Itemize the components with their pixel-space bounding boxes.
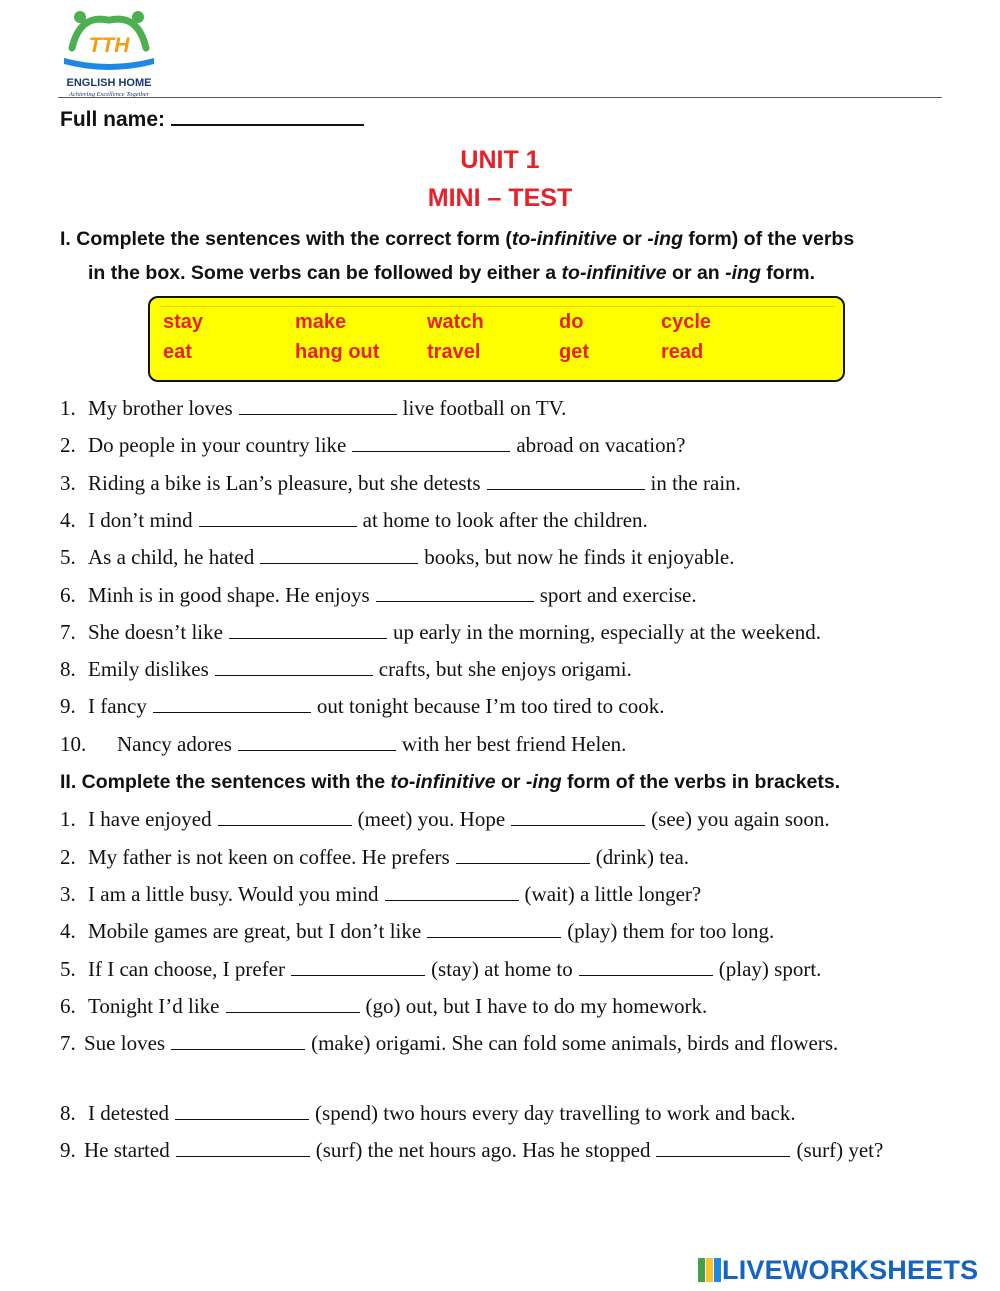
question-item — [60, 468, 741, 498]
question-text: I don’t mind — [88, 507, 193, 532]
answer-blank[interactable] — [511, 808, 645, 826]
question-item — [60, 879, 701, 909]
answer-blank[interactable] — [487, 472, 645, 490]
answer-blank[interactable] — [171, 1032, 305, 1050]
logo-initials: TTH — [88, 34, 130, 57]
question-number: 5. — [60, 545, 76, 570]
full-name-label: Full name: — [60, 108, 166, 131]
word-box-item: get — [559, 341, 589, 363]
word-box-item: eat — [163, 341, 192, 363]
answer-blank[interactable] — [153, 695, 311, 713]
word-box-item: do — [559, 311, 584, 333]
answer-blank[interactable] — [291, 958, 425, 976]
word-box-item: stay — [163, 311, 204, 333]
question-item — [60, 430, 685, 460]
question-number: 7. — [60, 1031, 76, 1055]
instruction-term: -ing — [647, 228, 683, 250]
question-text: Nancy adores — [117, 731, 232, 756]
answer-blank[interactable] — [176, 1139, 310, 1157]
question-text: Mobile games are great, but I don’t like — [88, 919, 422, 943]
question-item — [60, 954, 821, 984]
section2-instruction — [60, 765, 840, 799]
question-item — [60, 654, 632, 684]
instruction-text: form) of the verbs — [683, 228, 855, 250]
answer-blank[interactable] — [199, 509, 357, 527]
question-item — [60, 842, 689, 872]
instruction-text: form. — [760, 262, 816, 284]
question-item — [60, 393, 566, 423]
question-item — [60, 691, 664, 721]
question-text: (surf) the net hours ago. Has he stopped — [315, 1138, 651, 1162]
answer-blank[interactable] — [352, 434, 510, 452]
question-text: up early in the morning, especially at the weekend. — [392, 619, 821, 644]
question-number: 6. — [60, 994, 76, 1018]
question-text: (surf) yet? — [796, 1138, 884, 1162]
question-item — [60, 991, 707, 1021]
question-number: 8. — [60, 657, 76, 682]
question-text: (spend) two hours every day travelling to work and back. — [315, 1101, 796, 1125]
question-text: I fancy — [88, 694, 147, 719]
answer-blank[interactable] — [385, 883, 519, 901]
question-item — [60, 505, 648, 535]
answer-blank[interactable] — [229, 621, 387, 639]
answer-blank[interactable] — [456, 846, 590, 864]
instruction-text: form of the verbs in brackets. — [561, 771, 841, 793]
question-text: (play) them for too long. — [567, 919, 775, 943]
question-text: crafts, but she enjoys origami. — [378, 657, 632, 682]
answer-blank[interactable] — [579, 958, 713, 976]
instruction-text: or — [495, 771, 526, 793]
question-text: books, but now he finds it enjoyable. — [424, 545, 735, 570]
answer-blank[interactable] — [238, 733, 396, 751]
instruction-text: I. Complete the sentences with the correct form ( — [60, 228, 512, 250]
word-box-item: watch — [427, 311, 484, 333]
question-item — [60, 617, 821, 647]
question-text: (play) sport. — [718, 957, 822, 981]
word-box-item: cycle — [661, 311, 712, 333]
question-text: (stay) at home to — [431, 957, 573, 981]
answer-blank[interactable] — [656, 1139, 790, 1157]
liveworksheets-brand: LIVEWORKSHEETS — [722, 1255, 979, 1285]
answer-blank[interactable] — [260, 546, 418, 564]
instruction-text: in the box. Some verbs can be followed by either a — [88, 262, 562, 284]
question-text: I detested — [88, 1101, 170, 1125]
answer-blank[interactable] — [215, 658, 373, 676]
question-text: Emily dislikes — [88, 657, 209, 682]
question-text: Do people in your country like — [88, 433, 347, 458]
instruction-term: to-infinitive — [511, 228, 617, 250]
question-text: I have enjoyed — [88, 807, 212, 831]
question-text: Sue loves — [84, 1031, 166, 1055]
full-name-field — [60, 104, 364, 132]
question-text: sport and exercise. — [539, 582, 697, 607]
logo-graphic — [58, 6, 162, 98]
question-text: with her best friend Helen. — [401, 731, 627, 756]
question-item — [60, 1134, 938, 1167]
word-box-rule — [160, 306, 835, 307]
answer-blank[interactable] — [226, 995, 360, 1013]
question-number: 3. — [60, 470, 76, 495]
question-text: (drink) tea. — [595, 845, 690, 869]
question-text: (see) you again soon. — [651, 807, 830, 831]
answer-blank[interactable] — [218, 808, 352, 826]
question-number: 8. — [60, 1101, 76, 1125]
question-text: at home to look after the children. — [362, 507, 648, 532]
word-box — [148, 296, 845, 382]
test-title: MINI – TEST — [427, 184, 573, 212]
question-text: She doesn’t like — [88, 619, 223, 644]
answer-blank[interactable] — [175, 1102, 309, 1120]
question-item — [60, 580, 697, 610]
unit-title: UNIT 1 — [460, 146, 540, 174]
question-text: Riding a bike is Lan’s pleasure, but she detests — [88, 470, 481, 495]
question-number: 7. — [60, 619, 76, 644]
question-number: 10. — [60, 731, 87, 756]
full-name-blank[interactable] — [171, 104, 364, 126]
question-text: I am a little busy. Would you mind — [88, 882, 379, 906]
instruction-text: or — [616, 228, 648, 250]
word-box-item: read — [661, 341, 704, 363]
logo-brand: ENGLISH HOME — [66, 77, 152, 89]
question-item — [60, 729, 626, 759]
question-item — [60, 1098, 796, 1128]
liveworksheets-icon — [698, 1258, 722, 1282]
question-item — [60, 804, 830, 834]
question-text: Tonight I’d like — [88, 994, 220, 1018]
question-text: My father is not keen on coffee. He prefers — [88, 845, 450, 869]
question-text: (meet) you. Hope — [357, 807, 506, 831]
question-number: 3. — [60, 882, 76, 906]
question-text: As a child, he hated — [88, 545, 255, 570]
logo-tagline: Achieving Excellence Together — [68, 91, 150, 98]
instruction-term: to-infinitive — [561, 262, 667, 284]
section1-instruction-line1 — [60, 222, 854, 256]
question-number: 9. — [60, 1138, 76, 1162]
question-text: live football on TV. — [402, 396, 567, 420]
logo — [58, 6, 162, 98]
question-number: 4. — [60, 507, 76, 532]
question-number: 1. — [60, 807, 76, 831]
answer-blank[interactable] — [239, 397, 397, 415]
question-number: 2. — [60, 845, 76, 869]
question-text: (make) origami. She can fold some animals, birds and flowers. — [311, 1031, 839, 1055]
instruction-text: II. Complete the sentences with the — [60, 771, 391, 793]
word-box-item: hang out — [295, 341, 380, 363]
question-text: out tonight because I’m too tired to cook. — [316, 694, 665, 719]
question-number: 6. — [60, 582, 76, 607]
question-text: abroad on vacation? — [516, 433, 686, 458]
instruction-text: or an — [666, 262, 726, 284]
instruction-term: -ing — [725, 262, 761, 284]
section1-instruction-line2 — [88, 256, 815, 290]
word-box-item: make — [295, 311, 347, 333]
question-item — [60, 916, 774, 946]
question-number: 2. — [60, 433, 76, 458]
answer-blank[interactable] — [376, 584, 534, 602]
question-number: 4. — [60, 919, 76, 943]
instruction-term: -ing — [525, 771, 562, 793]
answer-blank[interactable] — [427, 920, 561, 938]
question-text: My brother loves — [88, 396, 233, 420]
question-text: in the rain. — [650, 470, 741, 495]
question-text: (wait) a little longer? — [524, 882, 702, 906]
question-text: If I can choose, I prefer — [88, 957, 286, 981]
question-item — [60, 542, 735, 572]
question-text: (go) out, but I have to do my homework. — [365, 994, 708, 1018]
header-divider — [58, 97, 942, 98]
question-number: 5. — [60, 957, 76, 981]
question-number: 9. — [60, 694, 76, 719]
instruction-term: to-infinitive — [390, 771, 496, 793]
question-text: He started — [84, 1138, 170, 1162]
word-box-item: travel — [427, 341, 481, 363]
question-item — [60, 1027, 938, 1060]
question-text: Minh is in good shape. He enjoys — [88, 582, 370, 607]
question-number: 1. — [60, 396, 76, 420]
